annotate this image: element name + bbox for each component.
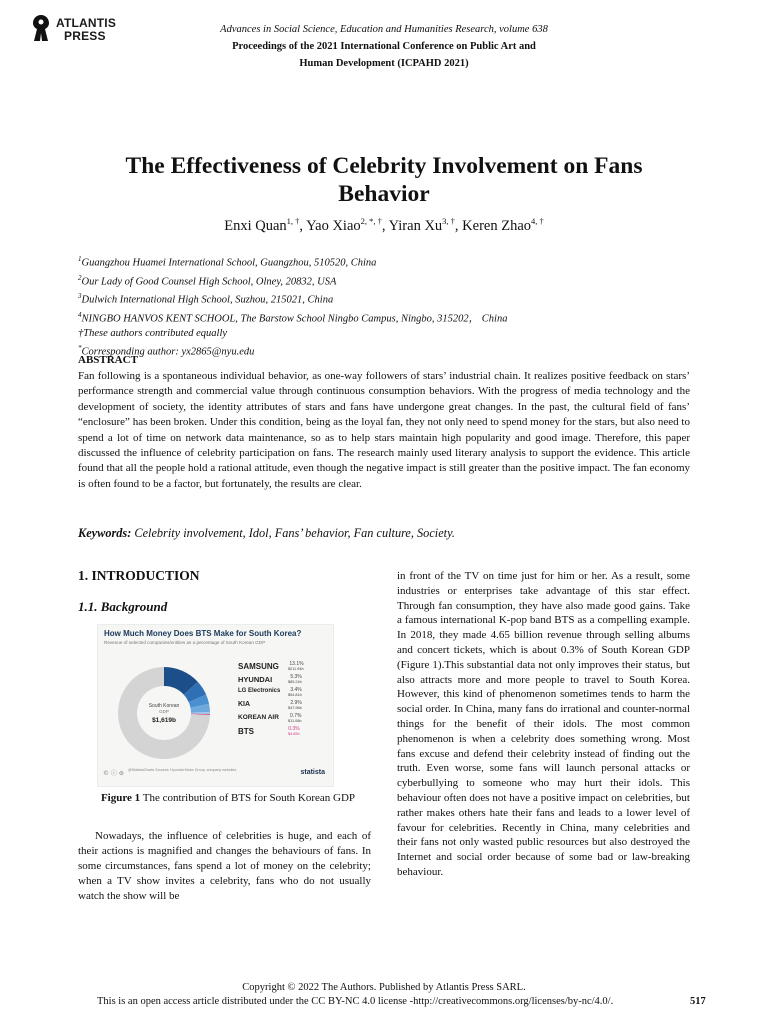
legend-percent: 3.4% [290, 687, 302, 693]
figure-1 [97, 624, 334, 787]
affiliation-text: Our Lady of Good Counsel High School, Olney, 20832, USA [81, 276, 337, 288]
keywords-text: Celebrity involvement, Idol, Fans’ behavior, Fan culture, Society. [134, 526, 455, 540]
legend-percent: 0.7% [290, 713, 302, 719]
figure-caption-label: Figure 1 [100, 792, 141, 804]
legend-percent: 2.9% [290, 700, 302, 706]
logo-word-1: ATLANTIS [56, 16, 117, 30]
legend-label-korean-air: KOREAN AIR [238, 714, 279, 721]
author-separator: , [381, 217, 389, 234]
affiliation-marker: 2 [78, 273, 82, 282]
legend-percent: 13.1% [289, 661, 304, 667]
donut-center-label-1: South Korean [148, 703, 180, 709]
affiliation-marker: 4 [78, 311, 82, 320]
affiliation-text: NINGBO HANVOS KENT SCHOOL, The Barstow School Ningbo Campus, Ningbo, 315202， China [81, 313, 508, 325]
affiliation-marker: 3 [78, 292, 82, 301]
journal-name: Advances in Social Science, Education and Humanities Research, volume 638 [220, 24, 548, 35]
proceedings-line-1: Proceedings of the 2021 International Conference on Public Art and [232, 41, 536, 52]
affiliation-line [78, 289, 507, 308]
affiliation-text: †These authors contributed equally [78, 327, 228, 339]
author-name: Yiran Xu [388, 217, 443, 234]
author-name: Keren Zhao [462, 217, 532, 234]
keywords [78, 526, 455, 541]
legend-label-kia: KIA [238, 701, 251, 708]
legend-value-lg-electronics [288, 687, 302, 697]
affiliation-line [78, 308, 507, 327]
publisher-logo [30, 14, 125, 44]
affiliation-list [78, 252, 507, 360]
author-affiliation-marker: 1, † [286, 216, 300, 226]
paragraph: Nowadays, the influence of celebrities is huge, and each of their actions is magnified and changes the behaviours of fans. In some circumstances, fans spend a lot of money on the celebrity; when a TV show invites a celebrity, fans who do not usually watch the show will be [78, 830, 371, 902]
legend-label-samsung: SAMSUNG [238, 662, 279, 671]
affiliation-text: Corresponding author: yx2865@nyu.edu [81, 346, 255, 358]
author-list [60, 216, 708, 235]
atlantis-logo-icon [30, 14, 52, 42]
title-line-1: The Effectiveness of Celebrity Involvement on Fans [125, 153, 643, 179]
statista-logo: statista [300, 769, 325, 776]
license-icons: © ⓘ ⊜ [103, 770, 124, 777]
figure-caption-text: The contribution of BTS for South Korean GDP [142, 792, 356, 804]
legend-value-kia [288, 700, 302, 710]
legend-label-hyundai: HYUNDAI [238, 675, 273, 684]
proceedings-line-2: Human Development (ICPAHD 2021) [299, 58, 469, 69]
legend-value-bts [288, 726, 300, 736]
right-column-text: in front of the TV on time just for him or her. As a result, some industries or enterprises take advantage of this star effect. Through fan consumption, they have also made good gains. Take a famous international K-pop band BTS as a compelling example. In 2018, they made 4.65 billion revenue through selling albums and concert tickets, which is about 0.3% of South Korean GDP (Figure 1).This substantial data not only improves their status, but also attracts more and more people to travel to South Korea. However, this kind of phenomenon sometimes tends to harm the social order. In China, many fans do irrational and counter-normal things for the benefit of their idols. The most common phenomenon is when a celebrity does something wrong. Most fans excuse and defend their celebrity instead of finding out the truth. Even worse, some fans will launch personal attacks or cyberbullying to someone who may hurt their idols. This behaviour often does not have a positive impact on celebrities, but rather makes others hate their fans and leads to a lower level of favour for celebrities. Recently in China, many celebrities and their fans not only wasted public resources but also destroyed the Internet and social order because of some bad or law-breaking behaviour. [397, 570, 690, 878]
author-separator: , [454, 217, 463, 234]
figure-source: @StatistaCharts Sources: Hyundai Motor Group, company websites [128, 768, 237, 772]
subsection-heading-background: 1.1. Background [78, 599, 168, 614]
legend-value-hyundai [288, 674, 302, 684]
affiliation-line [78, 271, 507, 290]
legend-percent: 5.3% [290, 674, 302, 680]
legend-amount: $4.65b [288, 732, 300, 736]
affiliation-marker: * [78, 344, 82, 353]
legend-amount: $47.96b [288, 706, 302, 710]
affiliation-text: Dulwich International High School, Suzhou, 215021, China [81, 294, 334, 306]
legend-value-samsung [288, 661, 304, 671]
legend-amount: $11.06b [288, 719, 302, 723]
abstract-text: Fan following is a spontaneous individual behavior, as one-way followers of stars’ industrial chain. It realizes positive feedback on stars’ performance strength and commercial value through continuous consumption behaviors. With the progress of media technology and the development of society, the identity attributes of stars and fans have undergone great changes. In the past, the cultural field of fans’ “enclosure” has been broken. Under this condition, being as the loyal fan, they not only need to spend money for the stars, but also need to spend a lot of time on network data maintenance, so as to help stars maintain high popularity and good image. Therefore, this paper discussed the influence of celebrity participation on fans. The research mainly used literary analysis to support the evidence. This article found that all the people hold a rational attitude, even though the negative impact is still greater than the positive impact. The fan economy is often found to be a factor, but fortunately, the results are clear. [78, 370, 690, 490]
legend-amount: $85.24b [288, 680, 302, 684]
affiliation-line [78, 252, 507, 271]
keywords-label: Keywords: [78, 526, 132, 540]
affiliation-marker: 1 [78, 255, 82, 263]
author-name: Yao Xiao [306, 217, 361, 234]
legend-label-lg-electronics: LG Electronics [238, 688, 281, 694]
legend-label-bts: BTS [238, 727, 254, 736]
paper-title [60, 152, 708, 208]
logo-word-2: PRESS [64, 29, 106, 43]
affiliation-line [78, 327, 507, 341]
author-separator: , [299, 217, 307, 234]
page-number: 517 [690, 996, 706, 1007]
copyright-line: Copyright © 2022 The Authors. Published by Atlantis Press SARL. [242, 982, 526, 993]
author-affiliation-marker: 4, † [531, 216, 544, 226]
left-column-text [78, 829, 371, 904]
donut-center-label-2: GDP [159, 709, 169, 714]
figure-title: How Much Money Does BTS Make for South Korea? [104, 629, 302, 638]
legend-value-korean-air [288, 713, 301, 723]
author-name: Enxi Quan [224, 217, 287, 234]
title-line-2: Behavior [338, 181, 430, 207]
affiliation-text: Guangzhou Huamei International School, Guangzhou, 510520, China [81, 257, 377, 269]
legend-percent: 0.3% [288, 726, 300, 732]
author-affiliation-marker: 3, † [442, 216, 455, 226]
figure-subtitle: Revenue of selected companies/entities as a percentage of South Korean GDP [104, 640, 266, 645]
donut-center-value: $1,619b [152, 717, 176, 724]
affiliation-line [78, 341, 507, 360]
author-affiliation-marker: 2, *, † [360, 216, 382, 226]
legend-amount: $211.94b [288, 667, 304, 671]
figure-caption [90, 791, 366, 806]
abstract-heading: ABSTRACT [78, 354, 138, 366]
section-heading-introduction: 1. INTRODUCTION [78, 568, 200, 583]
license-line: This is an open access article distributed under the CC BY-NC 4.0 license -http://creativecommons.org/licenses/by-nc/4.0/. [97, 996, 614, 1007]
legend-amount: $54.81b [288, 693, 302, 697]
